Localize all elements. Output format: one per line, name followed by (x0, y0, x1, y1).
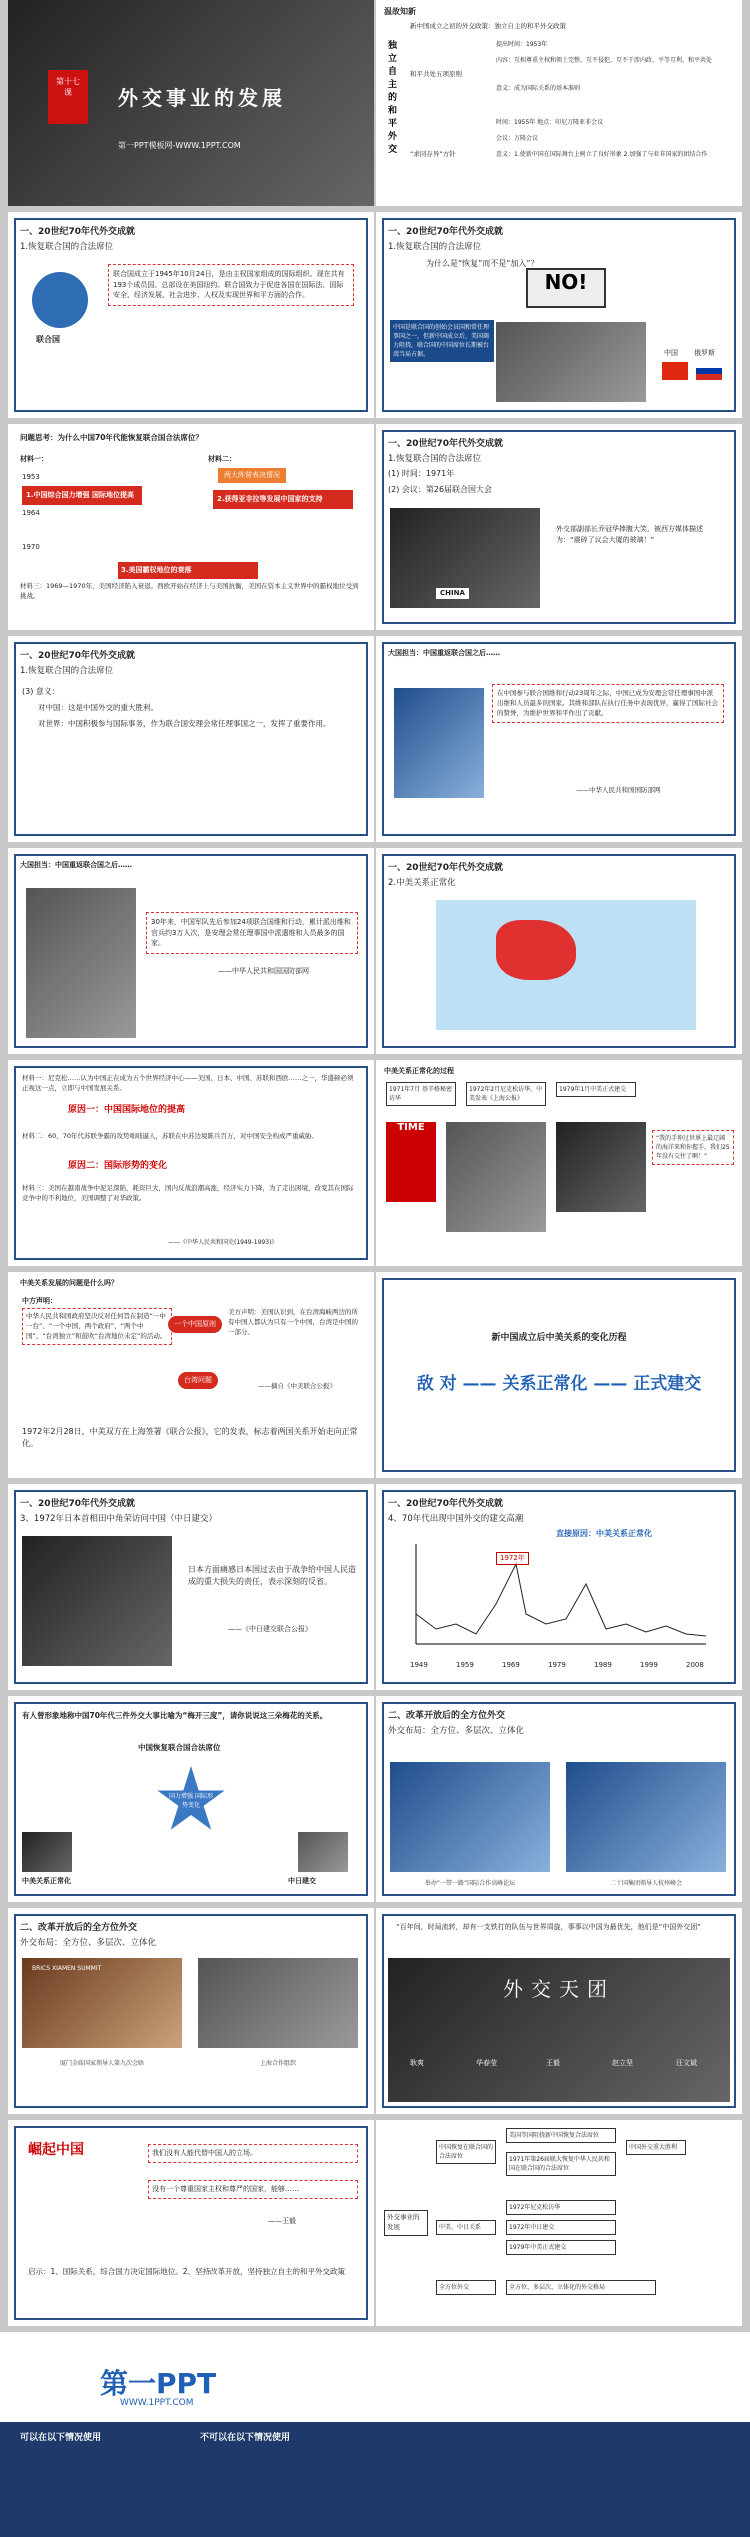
reason-r2: 原因二：国际形势的变化 (68, 1161, 168, 1171)
pk-text: 在中国参与联合国维和行动23周年之际，中国已成为安理会常任理事国中派出维和人员最多的国家。其维和部队在执行任务中表现优异，赢得了国际社会的赞誉，为维护世界和平作出了贡献。 (492, 684, 724, 723)
tick-5: 1999 (640, 1661, 658, 1669)
process-c2: 1972年2月尼克松访华，中美发表《上海公报》 (466, 1082, 546, 1106)
footer-info (0, 2422, 750, 2537)
outline-slide (376, 0, 742, 206)
tick-1: 1959 (456, 1661, 474, 1669)
year-1964: 1964 (22, 509, 40, 517)
jp-text: 日本方面痛感日本国过去由于战争给中国人民造成的重大损失的责任，表示深刻的反省。 (188, 1565, 356, 1586)
wave-chart (406, 1544, 716, 1664)
section-sub: 1.恢复联合国的合法席位 (20, 242, 114, 252)
reason-m2: 材料二：60、70年代苏联争霸的攻势咄咄逼人，苏联在中苏边境陈兵百万，对中国安全构成严重威胁。 (22, 1132, 319, 1140)
outline-b6: “求同存异”方针 (410, 150, 456, 158)
section-heading: 一、20世纪70年代外交成就 (20, 651, 136, 661)
peak-label: 1972年 (496, 1552, 529, 1565)
un-text: 联合国成立于1945年10月24日，是由主权国家组成的国际组织。现在共有193个成员国。总部设在美国纽约。联合国致力于促进各国在国际法、国际安全、经济发展、社会进步、人权及实现世界和平方面的合作。 (108, 264, 354, 306)
cn-stmt-label: 中方声明： (22, 1297, 57, 1305)
sig-label: (3) 意义： (22, 687, 60, 696)
slide-peacekeeping-2 (8, 848, 374, 1054)
brics-caption: 厦门金砖国家领导人第九次会晤 (59, 2060, 144, 2067)
rise-calligraphy: 崛起中国 (28, 2142, 84, 2158)
section-sub: 4、70年代出现中国外交的建交高潮 (388, 1514, 524, 1524)
section-heading: 一、20世纪70年代外交成就 (20, 227, 136, 237)
reason-1: 1.中国综合国力增强 国际地位提高 (22, 486, 142, 505)
tick-0: 1949 (410, 1661, 428, 1669)
sig-world: 对世界：中国积极参与国际事务，作为联合国安理会常任理事国之一，发挥了重要作用。 (38, 719, 331, 728)
section-sub: 外交布局：全方位、多层次、立体化 (20, 1938, 157, 1948)
tree-root: 外交事业的发展 (384, 2210, 428, 2236)
footer-logo-area (0, 2332, 370, 2422)
plums-question: 有人曾形象地称中国70年代三件外交大事比喻为“梅开三度”，请你说说这三朵梅花的关系。 (22, 1711, 328, 1720)
section-heading: 二、改革开放后的全方位外交 (388, 1711, 506, 1721)
slide-process (376, 1060, 742, 1266)
comm-heading: 中美关系发展的问题是什么吗？ (20, 1279, 118, 1287)
why-question: 问题思考：为什么中国70年代能恢复联合国合法席位？ (20, 433, 203, 442)
title-slide (8, 0, 374, 206)
slide-reform-diplomacy (376, 1696, 742, 1902)
section-sub: 1.恢复联合国的合法席位 (388, 454, 482, 464)
slide-1971 (376, 424, 742, 630)
tick-2: 1969 (502, 1661, 520, 1669)
plums-photo-right (298, 1832, 348, 1872)
russia-label: 俄罗斯 (694, 349, 715, 357)
brics-banner: BRICS XIAMEN SUMMIT (32, 1965, 102, 1972)
slide-inspiration (8, 2120, 374, 2326)
section-sub: 2.中美关系正常化 (388, 878, 456, 888)
section-sub: 3、1972年日本首相田中角荣访问中国（中日建交） (20, 1514, 218, 1524)
m1-label: 材料一： (20, 455, 48, 463)
slide-communique (8, 1272, 374, 1478)
inspire-text: 启示：1、国际关系，综合国力决定国际地位。2、坚持改革开放，坚持独立自主的和平外交政策 (28, 2267, 346, 2276)
plums-left: 中美关系正常化 (22, 1877, 71, 1885)
slide-three-plums (8, 1696, 374, 1902)
tree-b1: 1972年尼克松访华 (506, 2200, 616, 2215)
outline-b9: 意义：1.使新中国在国际舞台上树立了良好形象 2.加强了与亚非国家的团结合作 (496, 151, 708, 158)
tree-c1: 全方位、多层次、立体化的外交格局 (506, 2280, 656, 2295)
slide-reform-diplomacy-2 (8, 1908, 374, 2114)
no-sign: NO! (526, 268, 606, 308)
outline-b7: 时间：1955年 地点：印尼万隆亚非会议 (496, 119, 604, 126)
outline-vertical: 独 立 自 主 的 和 平 外 交 (388, 41, 398, 156)
section-sub: 1.恢复联合国的合法席位 (20, 666, 114, 676)
section-heading: 一、20世纪70年代外交成就 (20, 1499, 136, 1509)
sco-photo (198, 1958, 358, 2048)
assembly-photo (496, 322, 646, 402)
outline-b4: 内容：互相尊重主权和领土完整、互不侵犯、互不干涉内政、平等互利、和平共处 (496, 57, 713, 64)
slide-restore-question (376, 212, 742, 418)
slide-sino-us (376, 848, 742, 1054)
russia-flag-icon (696, 362, 722, 380)
jp-source: ——《中日建交联合公报》 (228, 1625, 312, 1633)
outline-header: 温故知新 (384, 7, 416, 16)
lesson-badge: 第十七 课 (48, 70, 88, 124)
tree-b3: 1979年中美正式建交 (506, 2240, 616, 2255)
section-heading: 一、20世纪70年代外交成就 (388, 439, 504, 449)
time-line: (1) 时间：1971年 (388, 469, 455, 478)
pk-book-cover (394, 688, 484, 798)
m3-text: 材料三：1969—1970年，美国经济陷入衰退。西欧开始在经济上与美国抗衡，美国在资本主义世界中的霸权地位受到挑战。 (20, 582, 359, 600)
process-heading: 中美关系正常化的过程 (384, 1067, 454, 1075)
tick-6: 2008 (686, 1661, 704, 1669)
comm-summary: 1972年2月28日，中美双方在上海签署《联合公报》，它的发表，标志着两国关系开始走向正常化。 (22, 1427, 358, 1448)
slide-establishment-wave (376, 1484, 742, 1690)
section-heading: 一、20世纪70年代外交成就 (388, 863, 504, 873)
reason-2: 2.获得亚非拉等发展中国家的支持 (213, 490, 353, 509)
pk-source: ——中华人民共和国国防部网 (576, 786, 661, 794)
bubble-2: 没有一个尊重国家主权和尊严的国家，能够…… (148, 2180, 358, 2199)
outline-b8: 会议：万隆会议 (496, 135, 539, 142)
one-china-bubble: 一个中国原则 (168, 1316, 222, 1333)
restore-explain: 中国是联合国的创始会员国和常任理事国之一，但新中国成立后，美国竭力阻挠，联合国的中国席位长期被台湾当局占据。 (390, 320, 494, 362)
plums-photo-left (22, 1832, 72, 1872)
section-heading: 一、20世纪70年代外交成就 (388, 227, 504, 237)
footer-h2: 不可以在以下情况使用 (200, 2433, 291, 2443)
tree-a: 中国恢复在联合国的合法席位 (436, 2140, 496, 2164)
name-2: 华春莹 (476, 2059, 497, 2067)
un-emblem-icon (32, 272, 88, 328)
slide-diplomatic-team (376, 1908, 742, 2114)
belt-road-photo (390, 1762, 550, 1872)
sco-caption: 上海合作组织 (259, 2060, 296, 2067)
pk2-text: 30年来，中国军队先后参加24项联合国维和行动，累计派出维和官兵约3万人次，是安理会常任理事国中派遣维和人员最多的国家。 (146, 912, 358, 954)
section-sub: 1.恢复联合国的合法席位 (388, 242, 482, 252)
tick-3: 1979 (548, 1661, 566, 1669)
cause-label: 直接原因：中美关系正常化 (556, 1529, 652, 1538)
tree-b: 中美、中日关系 (436, 2220, 496, 2235)
plums-right: 中日建交 (288, 1877, 316, 1885)
bubble-1: 我们没有人能代替中国人的立场。 (148, 2144, 358, 2163)
pk-heading: 大国担当：中国重返联合国之后…… (388, 649, 500, 657)
slide-relations-flow (376, 1272, 742, 1478)
comm-source: ——摘自《中美联合公报》 (258, 1382, 336, 1390)
tree-a2: 1971年第26届联大恢复中华人民共和国在联合国的合法席位 (506, 2152, 616, 2176)
process-c1: 1971年7月 基辛格秘密访华 (386, 1082, 456, 1106)
slide-summary-tree (376, 2120, 742, 2326)
china-region (496, 920, 576, 980)
year-1953: 1953 (22, 473, 40, 481)
asia-map (436, 900, 696, 1030)
process-c3: 1979年1月中美正式建交 (556, 1082, 636, 1097)
reason-m1: 材料一：尼克松……认为中国正在成为五个世界经济中心——美国、日本、中国、苏联和西欧……之一，华盛顿必须正视这一点，立即与中国发展关系。 (22, 1074, 354, 1092)
section-heading: 一、20世纪70年代外交成就 (388, 1499, 504, 1509)
footer-logo: 第一PPT (100, 2367, 217, 2400)
outline-b3: 提出时间：1953年 (496, 41, 548, 48)
troops-photo (26, 888, 136, 1038)
name-5: 汪文斌 (676, 2059, 697, 2067)
belt-road-caption: 举办“一带一路”国际合作高峰论坛 (424, 1880, 516, 1887)
team-quote: “百年间，时局流转，却有一支铁打的队伍与世界周旋，事事以中国为最优先，他们是“中国外交团” (396, 1923, 701, 1931)
name-3: 王毅 (546, 2059, 560, 2067)
pk2-source: ——中华人民共和国国防部网 (218, 967, 309, 975)
name-1: 耿爽 (410, 2059, 424, 2067)
team-title: 外交天团 (503, 1977, 615, 2001)
year-1970: 1970 (22, 543, 40, 551)
slide-reasons (8, 1060, 374, 1266)
slide-sino-japan (8, 1484, 374, 1690)
taiwan-bubble: 台湾问题 (178, 1372, 218, 1389)
time-cover: TIME (386, 1122, 436, 1202)
slide-why-question (8, 424, 374, 630)
handshake-photo (556, 1122, 646, 1212)
outline-b5: 意义：成为国际关系的基本准则 (496, 85, 581, 92)
g20-photo (566, 1762, 726, 1872)
vote-table-title: 两大阵营表决情况 (218, 468, 286, 483)
nixon-quote: “我的手伸过世界上最辽阔的海洋来和你握手，我们25年没有交往了啊！” (652, 1130, 734, 1165)
china-label: 中国 (664, 349, 678, 357)
flow-text: 敌 对 —— 关系正常化 —— 正式建交 (416, 1374, 702, 1394)
sig-china: 对中国：这是中国外交的重大胜利。 (38, 703, 158, 712)
reason-source: ——《中华人民共和国史(1949-1993)》 (168, 1239, 278, 1246)
reason-m3: 材料三：美国在越南战争中泥足深陷，耗资巨大，国内反战浪潮高涨，经济实力下降，为了走出困境，改变其在国际竞争中的不利地位，美国调整了对华政策。 (22, 1184, 354, 1202)
slide-peacekeeping (376, 636, 742, 842)
section-heading: 二、改革开放后的全方位外交 (20, 1923, 138, 1933)
plums-top: 中国恢复联合国合法席位 (138, 1743, 221, 1752)
footer-url: WWW.1PPT.COM (120, 2398, 194, 2408)
slide-title: 外交事业的发展 (118, 86, 286, 110)
footer-h1: 可以在以下情况使用 (20, 2433, 102, 2443)
un-label: 联合国 (36, 335, 60, 344)
tick-4: 1989 (594, 1661, 612, 1669)
china-flag-icon (662, 362, 688, 380)
nixon-photo (446, 1122, 546, 1232)
section-sub: 外交布局：全方位、多层次、立体化 (388, 1726, 525, 1736)
footer (0, 2332, 750, 2537)
qiao-caption: 外交部副部长乔冠华捧腹大笑，被西方媒体描述为：“震碎了议会大厦的玻璃！” (556, 525, 703, 544)
outline-b2: 和平共处五项原则 (410, 70, 462, 78)
meeting-line: (2) 会议：第26届联合国大会 (388, 485, 493, 494)
flow-title: 新中国成立后中美关系的变化历程 (491, 1333, 627, 1343)
china-plate: CHINA (436, 588, 469, 599)
g20-caption: 二十国集团领导人杭州峰会 (609, 1880, 682, 1887)
us-stmt: 美方声明：美国认识到，在台湾海峡两边的所有中国人都认为只有一个中国，台湾是中国的一部分。 (228, 1308, 358, 1336)
m2-label: 材料二： (208, 455, 236, 463)
pk2-heading: 大国担当：中国重返联合国之后…… (20, 861, 132, 869)
reason-3: 3.美国霸权地位的衰落 (118, 562, 258, 579)
cn-stmt: 中华人民共和国政府坚决反对任何旨在制造“一中一台”、“一个中国，两个政府”、“两个中国”、“台湾独立”和鼓吹“台湾地位未定”的活动。 (22, 1308, 172, 1345)
site-label: 第一PPT模板网-WWW.1PPT.COM (118, 141, 241, 150)
tree-b2: 1972年中日建交 (506, 2220, 616, 2235)
tree-c: 全方位外交 (436, 2280, 496, 2295)
plums-center: 国力增强 国际形势变化 (169, 1793, 213, 1809)
reason-r1: 原因一：中国国际地位的提高 (68, 1105, 186, 1115)
outline-b1: 新中国成立之初的外交政策：独立自主的和平外交政策 (410, 22, 566, 30)
name-4: 赵立坚 (612, 2059, 633, 2067)
restore-question: 为什么是“恢复”而不是“加入”？ (426, 259, 539, 268)
slide-significance (8, 636, 374, 842)
tanaka-photo (22, 1536, 172, 1666)
tree-a1: 美国等国阻挠新中国恢复合法席位 (506, 2128, 616, 2143)
tree-a3: 中国外交重大胜利 (626, 2140, 686, 2155)
slide-un-seat (8, 212, 374, 418)
inspire-source: ——王毅 (268, 2217, 296, 2225)
